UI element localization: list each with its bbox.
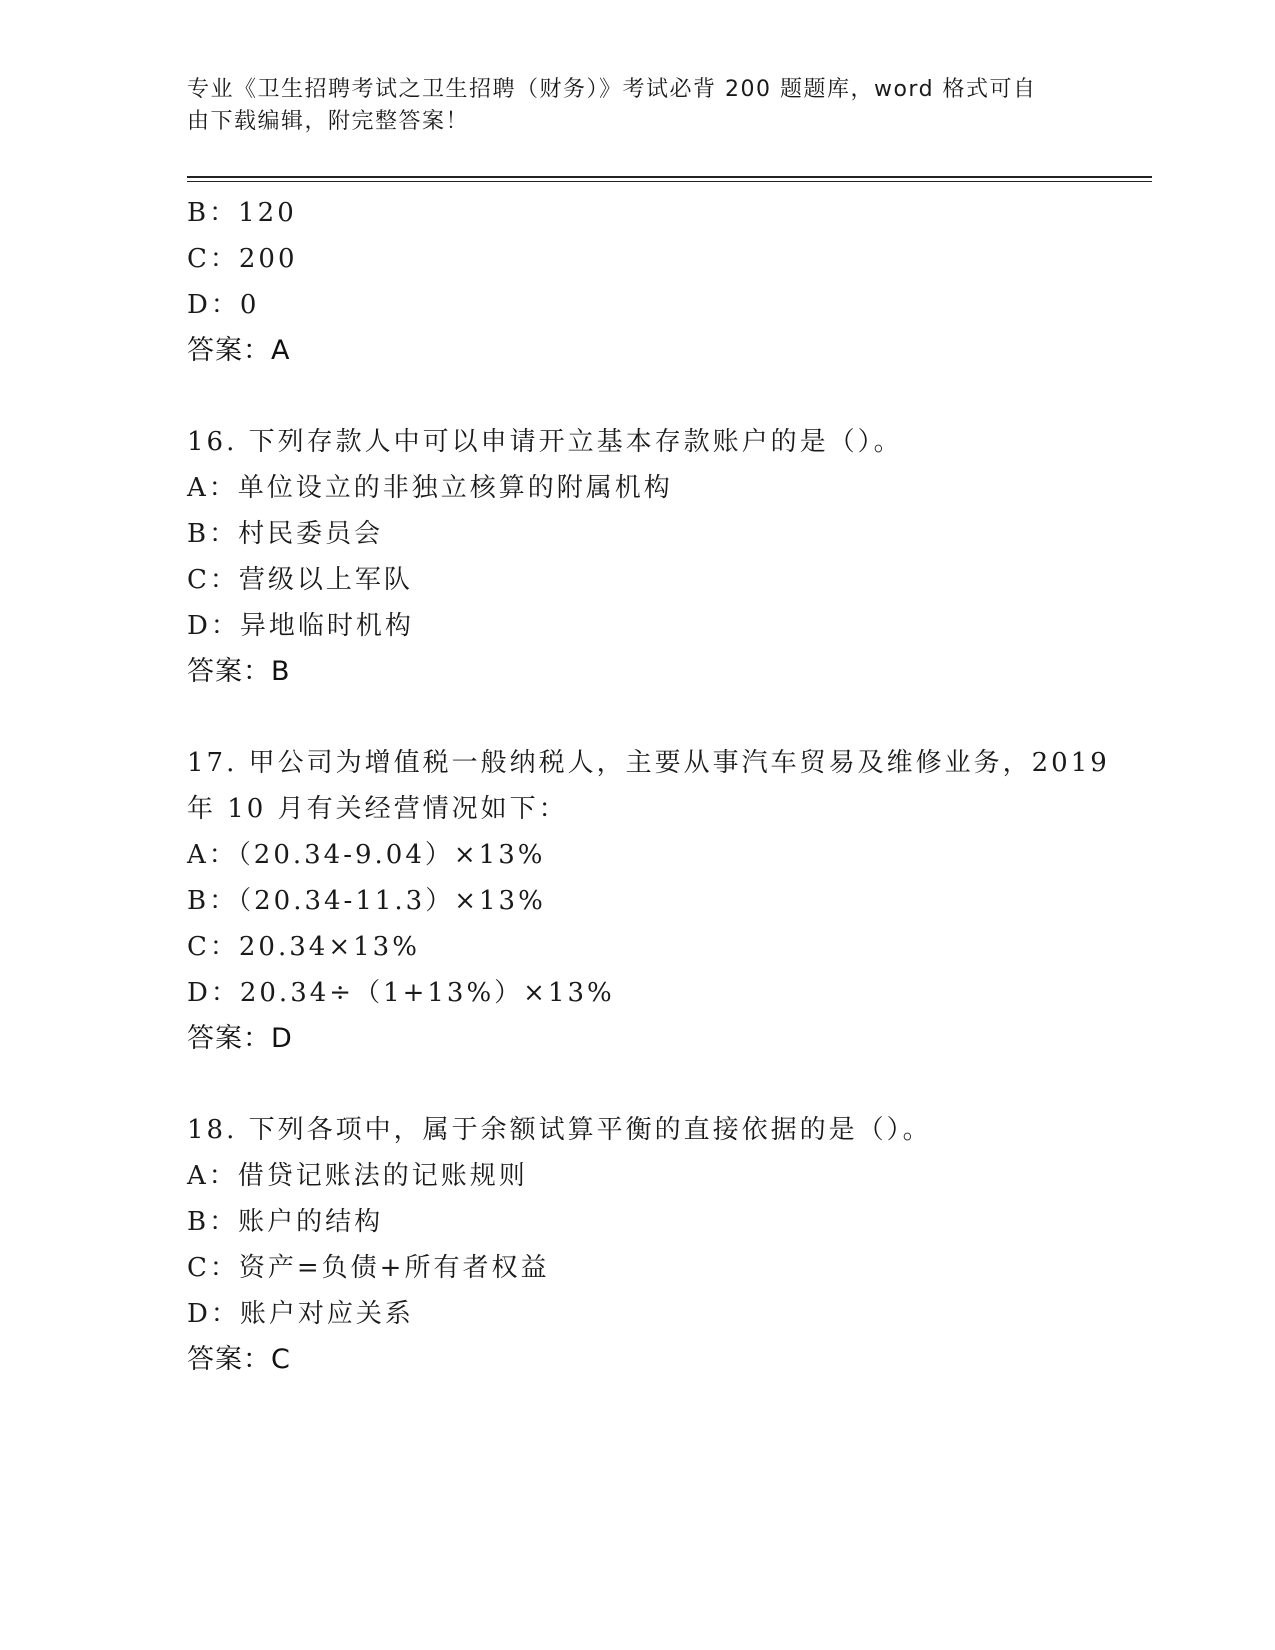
question-15 bbox=[187, 190, 1087, 374]
option-c: C：200 bbox=[187, 244, 298, 274]
question-18 bbox=[187, 1107, 1087, 1383]
spacer bbox=[187, 1062, 1087, 1107]
question-stem: 18. 下列各项中，属于余额试算平衡的直接依据的是（）。 bbox=[187, 1115, 932, 1145]
option-d: D：异地临时机构 bbox=[187, 611, 414, 641]
option-a: A：（20.34-9.04）×13% bbox=[187, 840, 546, 870]
question-17 bbox=[187, 740, 1110, 1062]
answer-line: 答案：A bbox=[187, 335, 291, 366]
option-d: D：0 bbox=[187, 290, 260, 320]
header-line-1: 专业《卫生招聘考试之卫生招聘（财务）》考试必背 200 题题库，word 格式可自 bbox=[187, 77, 1037, 102]
option-c: C：营级以上军队 bbox=[187, 565, 413, 595]
answer-line: 答案：B bbox=[187, 656, 291, 687]
option-b: B：（20.34-11.3）×13% bbox=[187, 886, 546, 916]
option-b: B：账户的结构 bbox=[187, 1207, 384, 1237]
question-stem-line-2: 年 10 月有关经营情况如下： bbox=[187, 794, 568, 824]
option-d: D：账户对应关系 bbox=[187, 1299, 414, 1329]
answer-line: 答案：D bbox=[187, 1023, 293, 1054]
header-line-2: 由下载编辑，附完整答案！ bbox=[187, 109, 470, 134]
answer-line: 答案：C bbox=[187, 1344, 291, 1375]
option-c: C：20.34×13% bbox=[187, 932, 420, 962]
document-header bbox=[187, 74, 1067, 138]
question-list bbox=[187, 190, 1110, 1383]
header-divider-thick bbox=[187, 176, 1152, 178]
option-a: A：单位设立的非独立核算的附属机构 bbox=[187, 473, 673, 503]
option-d: D：20.34÷（1+13%）×13% bbox=[187, 978, 615, 1008]
spacer bbox=[187, 374, 1087, 419]
spacer bbox=[187, 695, 1087, 740]
option-b: B：120 bbox=[187, 198, 297, 228]
option-b: B：村民委员会 bbox=[187, 519, 384, 549]
question-stem-line-1: 17. 甲公司为增值税一般纳税人，主要从事汽车贸易及维修业务，2019 bbox=[187, 748, 1110, 778]
option-c: C：资产=负债+所有者权益 bbox=[187, 1253, 550, 1283]
question-stem: 16. 下列存款人中可以申请开立基本存款账户的是（）。 bbox=[187, 427, 903, 457]
question-16 bbox=[187, 419, 1087, 695]
option-a: A：借贷记账法的记账规则 bbox=[187, 1161, 528, 1191]
header-divider-thin bbox=[187, 181, 1152, 182]
